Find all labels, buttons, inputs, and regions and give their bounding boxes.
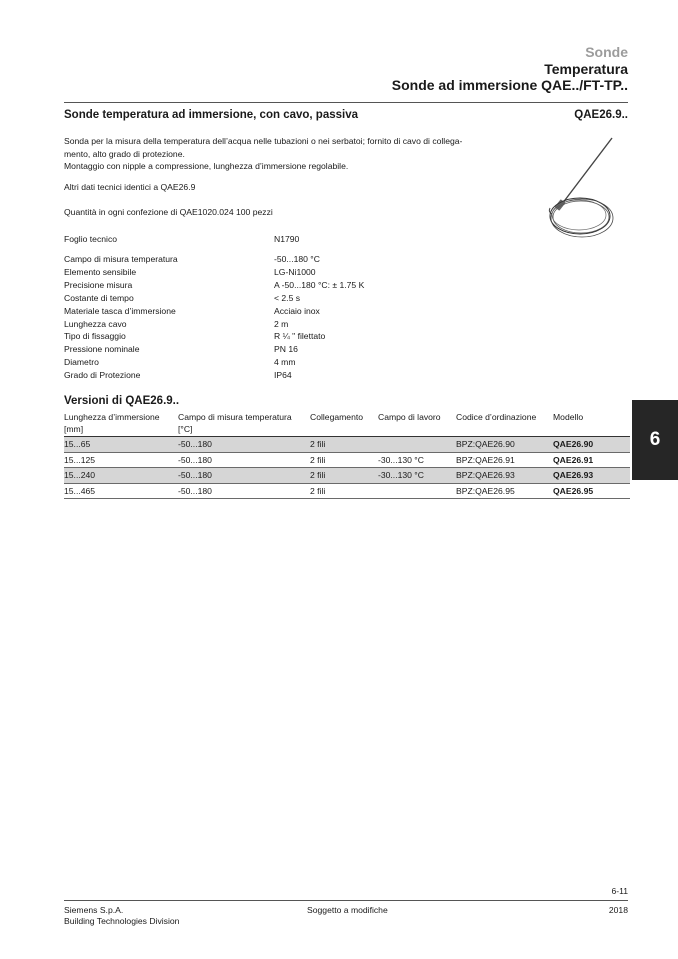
spec-value: < 2.5 s: [274, 292, 301, 303]
cell-range: -50...180: [178, 437, 310, 453]
spec-value: R ¼ " filettato: [274, 331, 326, 342]
cell-connection: 2 fili: [310, 468, 378, 484]
cell-model: QAE26.95: [553, 483, 630, 499]
header-subcategory: Temperatura: [544, 61, 628, 77]
spec-label: Foglio tecnico: [64, 234, 118, 244]
column-header-order-code: Codice d’ordinazione: [456, 412, 537, 422]
cell-order-code: BPZ:QAE26.93: [456, 468, 553, 484]
table-header-row: [64, 410, 630, 437]
spec-value: 4 mm: [274, 357, 296, 368]
spec-row: [64, 343, 364, 356]
probe-cable-image: [540, 136, 618, 242]
spec-row: [64, 305, 364, 318]
versions-table: [64, 410, 630, 499]
cell-range: -50...180: [178, 468, 310, 484]
cell-length: 15...240: [64, 468, 178, 484]
other-data-note: Altri dati tecnici identici a QAE26.9: [64, 182, 196, 192]
table-row: [64, 483, 630, 499]
chapter-tab: 6: [632, 400, 678, 480]
cell-work-range: -30...130 °C: [378, 452, 456, 468]
cell-work-range: [378, 437, 456, 453]
spec-row: [64, 369, 364, 382]
footer-divider: [64, 900, 628, 901]
section-title: Sonde temperatura ad immersione, con cavo, passiva: [64, 109, 358, 121]
spec-value: -50...180 °C: [274, 254, 320, 264]
spec-value: IP64: [274, 370, 292, 381]
description-line: Montaggio con nipple a compressione, lunghezza d’immersione regolabile.: [64, 161, 349, 171]
spec-value: N1790: [274, 234, 300, 244]
spec-label: Precisione misura: [64, 279, 133, 290]
product-description: [64, 135, 494, 173]
table-row: [64, 437, 630, 453]
cell-length: 15...125: [64, 452, 178, 468]
cell-length: 15...465: [64, 483, 178, 499]
column-header-length: Lunghezza d’immersione [mm]: [64, 412, 160, 434]
spec-value: A -50...180 °C: ± 1.75 K: [274, 279, 365, 290]
spec-label: Diametro: [64, 357, 99, 368]
table-row: [64, 468, 630, 484]
description-line: Sonda per la misura della temperatura dell’acqua nelle tubazioni o nei serbatoi; fornito di cavo di collega-: [64, 136, 463, 146]
column-header-work-range: Campo di lavoro: [378, 412, 441, 422]
footer-notice: Soggetto a modifiche: [307, 905, 388, 915]
page-header: [392, 44, 628, 93]
cell-connection: 2 fili: [310, 452, 378, 468]
section-code: QAE26.9..: [574, 109, 628, 121]
spec-value: LG-Ni1000: [274, 266, 316, 277]
page-number: 6-11: [611, 886, 628, 896]
spec-label: Tipo di fissaggio: [64, 331, 126, 342]
spec-row: [64, 292, 364, 305]
cell-model: QAE26.90: [553, 437, 630, 453]
versions-title: Versioni di QAE26.9..: [64, 395, 180, 407]
tech-sheet-row: [64, 233, 299, 246]
top-divider: [64, 102, 628, 103]
footer-year: 2018: [608, 905, 628, 915]
cell-length: 15...65: [64, 437, 178, 453]
spec-label: Costante di tempo: [64, 292, 134, 303]
spec-label: Lunghezza cavo: [64, 318, 127, 329]
cell-work-range: -30...130 °C: [378, 468, 456, 484]
cell-order-code: BPZ:QAE26.90: [456, 437, 553, 453]
spec-list: [64, 253, 364, 382]
cell-connection: 2 fili: [310, 483, 378, 499]
header-product-line: Sonde ad immersione QAE../FT-TP..: [391, 77, 628, 93]
spec-label: Pressione nominale: [64, 344, 140, 355]
description-line: mento, alto grado di protezione.: [64, 148, 185, 159]
column-header-connection: Collegamento: [310, 412, 364, 422]
cell-work-range: [378, 483, 456, 499]
quantity-note: Quantità in ogni confezione di QAE1020.024 100 pezzi: [64, 207, 273, 217]
company-name: Siemens S.p.A.: [64, 905, 124, 915]
spec-value: Acciaio inox: [274, 305, 320, 316]
footer-company: [64, 905, 179, 927]
company-division: Building Technologies Division: [64, 916, 180, 926]
spec-row: [64, 318, 364, 331]
spec-label: Materiale tasca d’immersione: [64, 305, 176, 316]
spec-value: PN 16: [274, 344, 298, 355]
spec-label: Elemento sensibile: [64, 266, 137, 277]
column-header-model: Modello: [553, 412, 584, 422]
spec-label: Grado di Protezione: [64, 370, 141, 381]
spec-row: [64, 330, 364, 343]
header-category: Sonde: [585, 44, 628, 60]
cell-range: -50...180: [178, 452, 310, 468]
cell-model: QAE26.93: [553, 468, 630, 484]
spec-row: [64, 266, 364, 279]
spec-value: 2 m: [274, 318, 289, 329]
cell-range: -50...180: [178, 483, 310, 499]
column-header-range: Campo di misura temperatura [°C]: [178, 412, 292, 434]
cell-order-code: BPZ:QAE26.95: [456, 483, 553, 499]
spec-row: [64, 253, 364, 266]
spec-row: [64, 279, 364, 292]
cell-connection: 2 fili: [310, 437, 378, 453]
table-row: [64, 452, 630, 468]
spec-label: Campo di misura temperatura: [64, 254, 178, 264]
spec-row: [64, 356, 364, 369]
cell-order-code: BPZ:QAE26.91: [456, 452, 553, 468]
cell-model: QAE26.91: [553, 452, 630, 468]
